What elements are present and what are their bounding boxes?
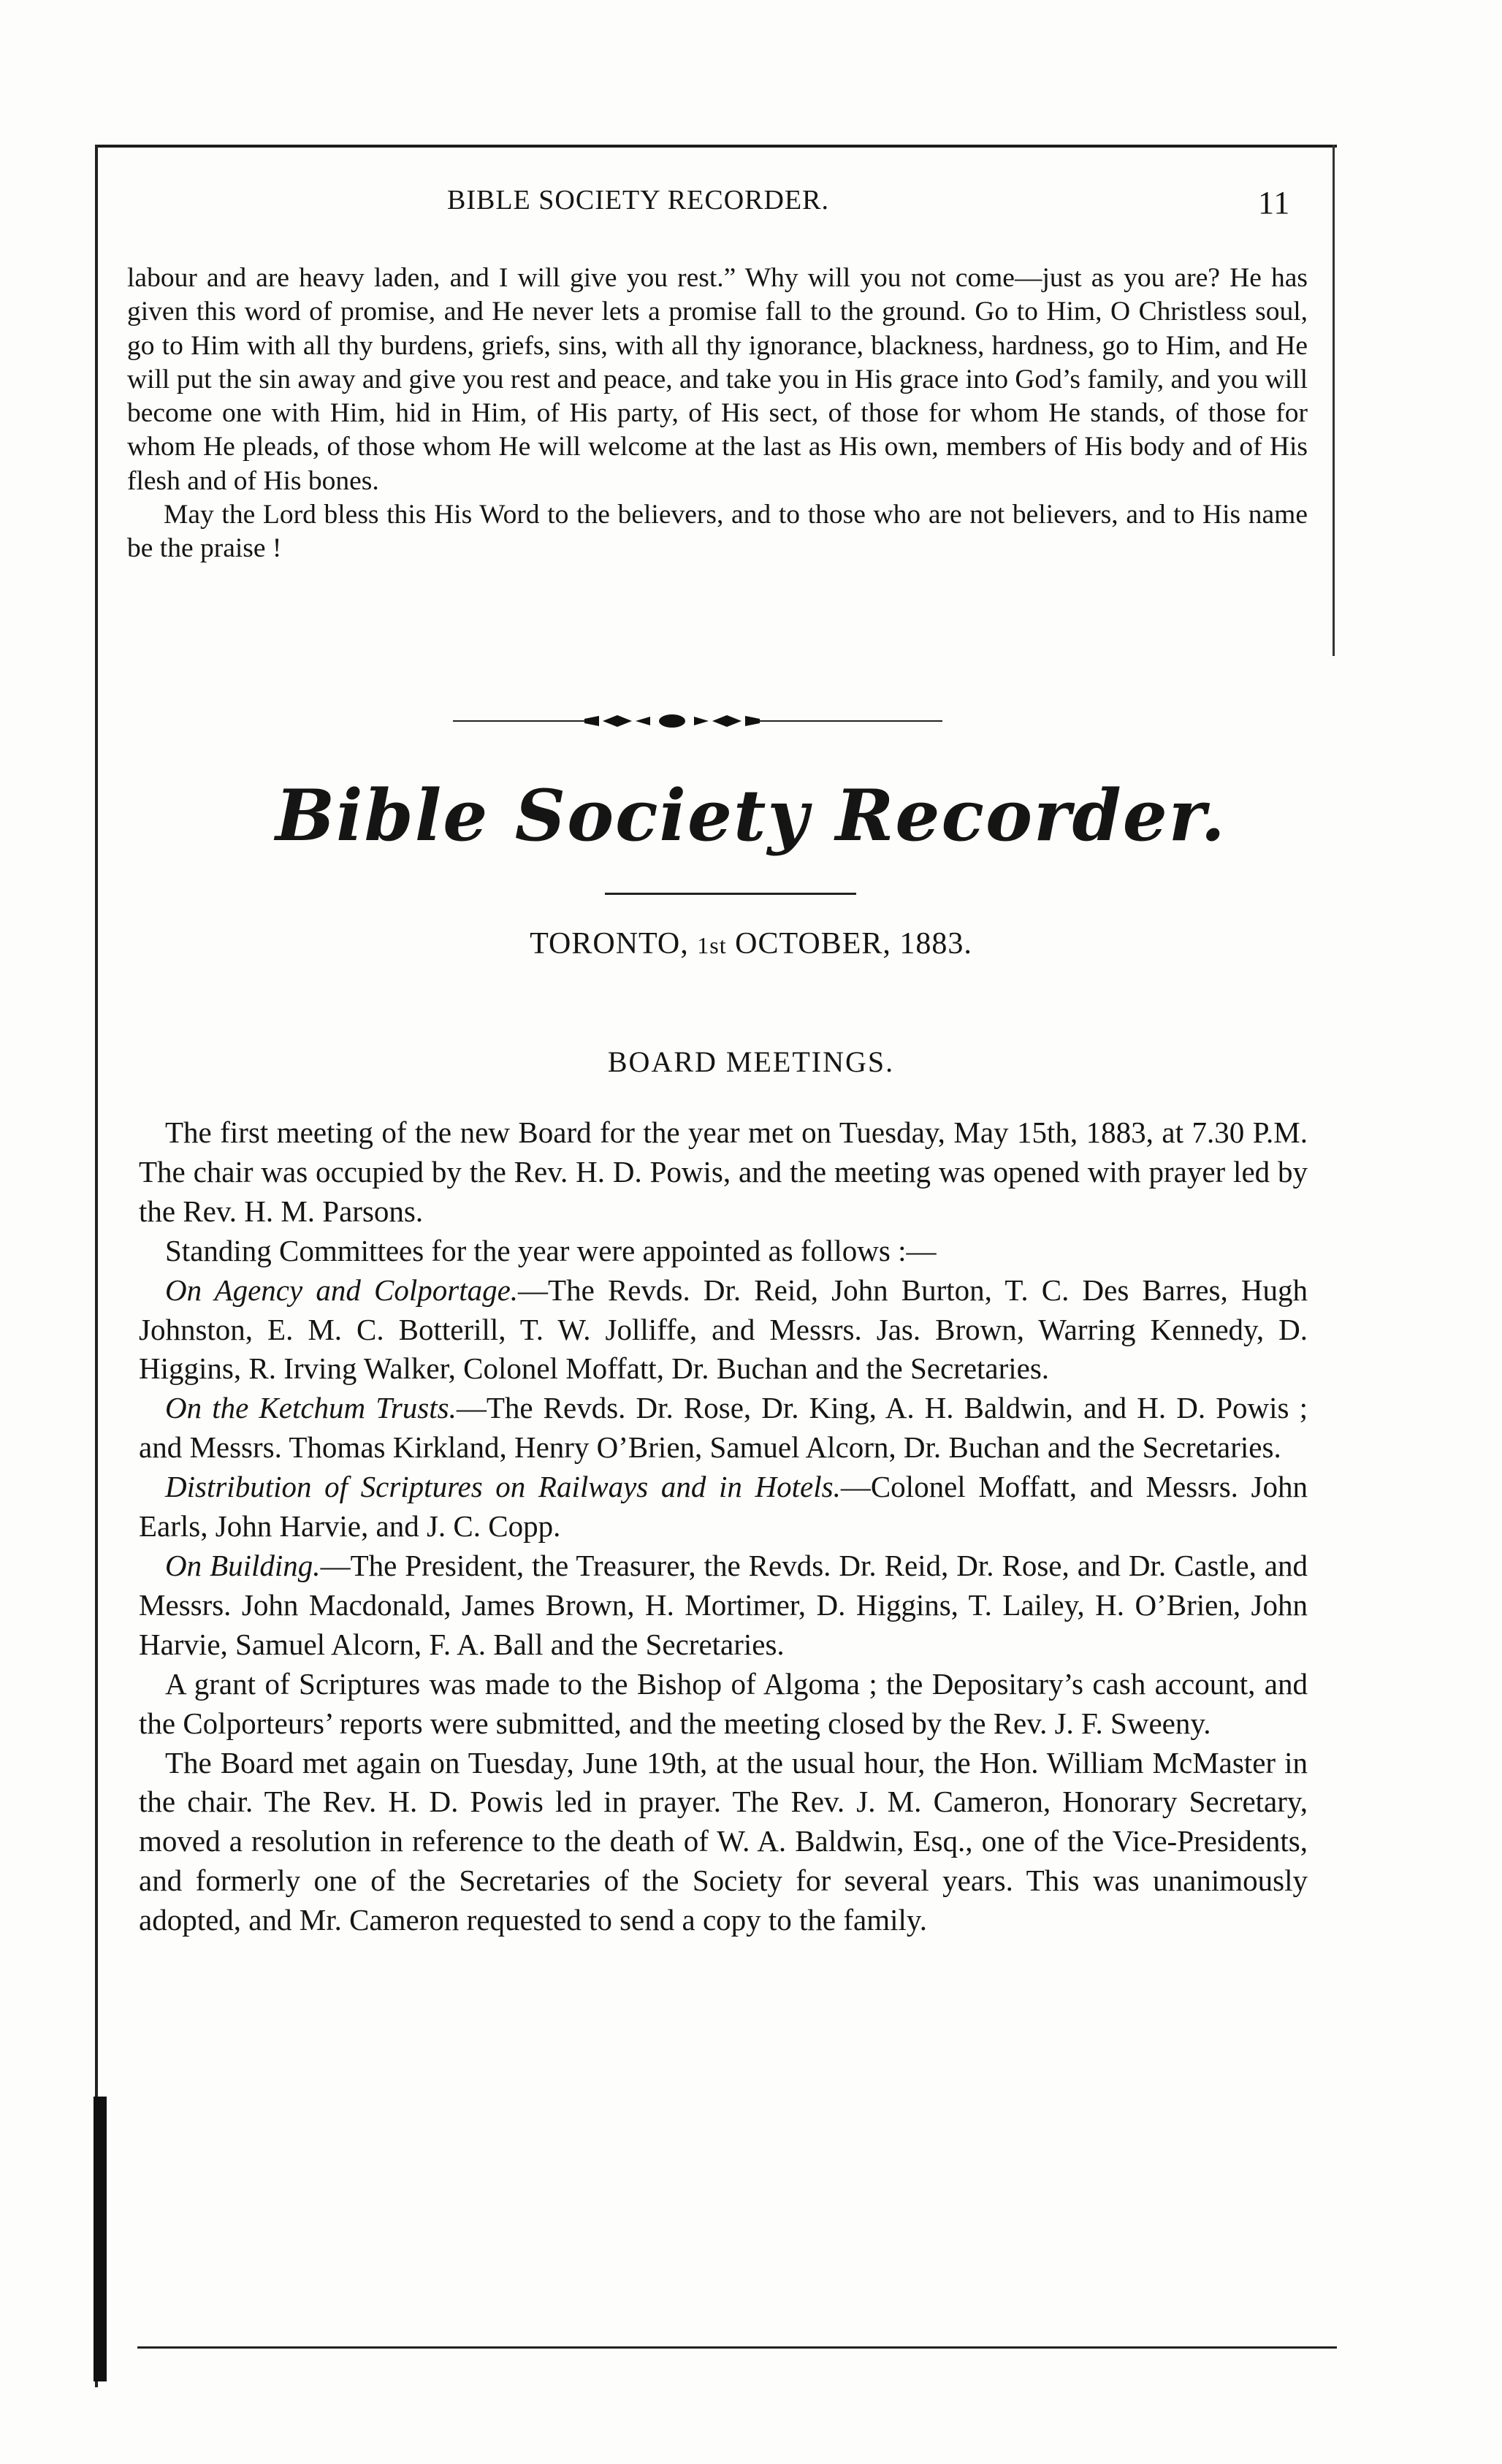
committee-members-building: —The President, the Treasurer, the Revds. Dr. Reid, Dr. Rose, and Dr. Castle, and Messrs. John Macdonald, James Brown, H. Mortimer, D. Higgins, T. Lailey, H. O’Brien, John Harvie, Samuel Alcorn, F. A. Ball and the Secretaries. bbox=[139, 1548, 1308, 1661]
paragraph-ketchum-committee bbox=[139, 1389, 1308, 1468]
paragraph-agency-committee bbox=[139, 1271, 1308, 1389]
page-frame-bottom bbox=[137, 2346, 1337, 2349]
paragraph-standing-committees: Standing Committees for the year were appointed as follows :— bbox=[165, 1233, 937, 1267]
committee-label-distribution: Distribution of Scriptures on Railways and in Hotels. bbox=[165, 1470, 841, 1504]
running-head-title: BIBLE SOCIETY RECORDER. bbox=[447, 185, 829, 215]
page-number: 11 bbox=[1258, 185, 1291, 221]
masthead-title: Bible Society Recorder. bbox=[275, 774, 1227, 857]
paragraph-first-meeting: The first meeting of the new Board for the year met on Tuesday, May 15th, 1883, at 7.30 P.M. The chair was occupied by the Rev. H. D. Powis, and the meeting was opened with prayer led by the Rev. H. M. Parsons. bbox=[139, 1115, 1308, 1228]
page-frame-top bbox=[95, 145, 1337, 148]
ornament-divider-icon bbox=[453, 710, 942, 732]
section-title: BOARD MEETINGS. bbox=[607, 1045, 895, 1078]
previous-article-closing: May the Lord bless this His Word to the believers, and to those who are not believers, and to His name be the praise ! bbox=[127, 500, 1308, 564]
committee-label-agency: On Agency and Colportage. bbox=[165, 1273, 519, 1307]
committee-members-distribution: —Colonel Moffatt, and Messrs. John Earls, John Harvie, and J. C. Copp. bbox=[139, 1470, 1308, 1544]
paragraph-building-committee bbox=[139, 1546, 1308, 1665]
page-frame-left-shadow bbox=[94, 2097, 107, 2381]
paragraph-distribution-committee bbox=[139, 1468, 1308, 1546]
paragraph-grant: A grant of Scriptures was made to the Bishop of Algoma ; the Depositary’s cash account, and the Colporteurs’ reports were submitted, and the meeting closed by the Rev. J. F. Sweeny. bbox=[139, 1666, 1308, 1740]
masthead-rule bbox=[605, 893, 856, 895]
running-head bbox=[0, 184, 1502, 228]
dateline bbox=[0, 926, 1502, 961]
committee-members-ketchum: —The Revds. Dr. Rose, Dr. King, A. H. Baldwin, and H. D. Powis ; and Messrs. Thomas Kirkland, Henry O’Brien, Samuel Alcorn, Dr. Buchan and the Secretaries. bbox=[139, 1391, 1308, 1465]
previous-article bbox=[127, 262, 1308, 566]
dateline-day: 1st bbox=[697, 932, 727, 958]
committee-members-agency: —The Revds. Dr. Reid, John Burton, T. C. Des Barres, Hugh Johnston, E. M. C. Botterill, T. W. Jolliffe, and Messrs. Jas. Brown, Warring Kennedy, D. Higgins, R. Irving Walker, Colonel Moffatt, Dr. Buchan and the Secretaries. bbox=[139, 1273, 1308, 1386]
dateline-city: TORONTO, bbox=[530, 927, 689, 961]
committee-label-ketchum: On the Ketchum Trusts. bbox=[165, 1391, 457, 1425]
page-frame-left bbox=[95, 145, 98, 2387]
previous-article-paragraph: labour and are heavy laden, and I will give you rest.” Why will you not come—just as you are? He has given this word of promise, and He never lets a promise fall to the ground. Go to Him, O Christless soul, go to Him with all thy burdens, griefs, sins, with all thy ignorance, blackness, hardness, go to Him, and He will put the sin away and give you rest and peace, and take you in His grace into God’s family, and you will become one with Him, hid in Him, of His party, of His sect, of those for whom He stands, of those for whom He pleads, of those whom He will welcome at the last as His own, members of His body and of His flesh and of His bones. bbox=[127, 263, 1308, 496]
dateline-month-year: OCTOBER, 1883. bbox=[735, 927, 972, 961]
paragraph-second-meeting: The Board met again on Tuesday, June 19th, at the usual hour, the Hon. William McMaster in the chair. The Rev. H. D. Powis led in prayer. The Rev. J. M. Cameron, Honorary Secretary, moved a resolution in reference to the death of W. A. Baldwin, Esq., one of the Vice-Presidents, and formerly one of the Secretaries of the Society for several years. This was unanimously adopted, and Mr. Cameron requested to send a copy to the family. bbox=[139, 1745, 1308, 1937]
committee-label-building: On Building. bbox=[165, 1548, 321, 1582]
board-meetings-article bbox=[139, 1113, 1308, 1940]
